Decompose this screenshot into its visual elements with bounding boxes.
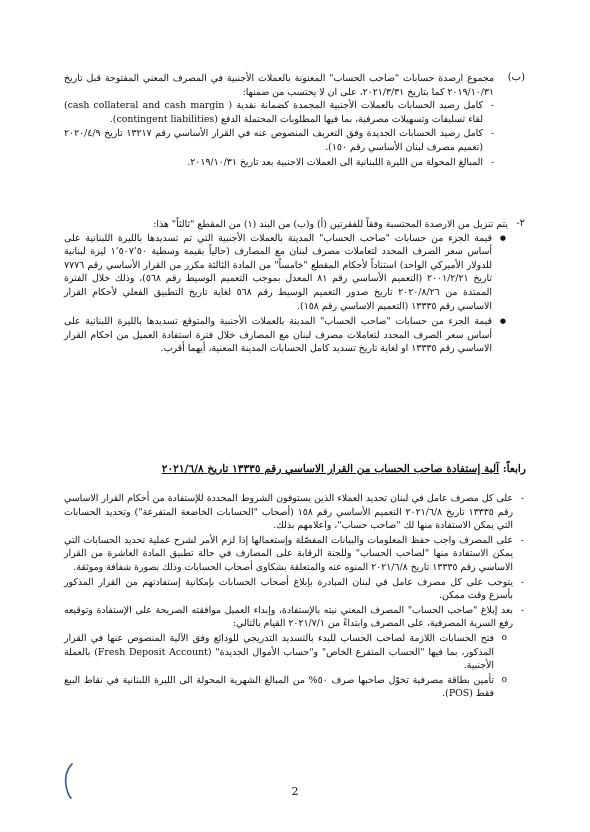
list-item: o فتح الحسابات اللازمة لصاحب الحساب للبدء بالتسديد التدريجي للودائع وفق الآلية المنصوص عنها في القرار المذكور، بما فيها "الحساب المتفرع الخاص" و"حساب الأموال الجديدة" (Fresh Deposit Account) بالعملة الأجنبية.: [64, 632, 510, 673]
list-item: - على كل مصرف عامل في لبنان تحديد العملاء الذين يستوفون الشروط المحددة للإستفادة من أحكام القرار الاساسي رقم ١٣٣٣٥ تاريخ ٢٠٢١/٦/٨ التعميم الأساسي رقم ١٥٨ (أصحاب "الحسابات الخاضعة المتفرعة") وتحديد الحسابات التي يمكن الاستفادة منها لك "صاحب حساب"، واعلامهم بذلك.: [64, 492, 524, 533]
section-b-label: (ب): [507, 72, 525, 83]
section-4-sublist: [64, 632, 510, 701]
section-4: [64, 492, 524, 702]
list-item: - على المصرف واجب حفظ المعلومات والبيانات المفصّلة وإستعمالها إذا لزم الأمر لشرح عملية تحديد الحسابات التي يمكن الاستفادة منها "لصاحب الحساب" وللجنة الرقابة على المصارف في حالة تطبيق المادة العاشرة من القرار الاساسي رقم ١٣٣٣٥ تاريخ ٢٠٢١/٦/٨ المنوه عنه والمتعلقة بشكاوى أصحاب الحسابات وذلك بصورة شفافة وموثقة.: [64, 534, 524, 575]
section-4-heading: [64, 463, 526, 475]
list-item: - المبالغ المحولة من الليرة اللبنانية الى العملات الاجنبية بعد تاريخ ٢٠١٩/١٠/٣١.: [64, 156, 494, 170]
list-item: ● قيمة الجزء من حسابات "صاحب الحساب" المدينة بالعملات الأجنبية التي تم تسديدها بالليرة اللبنانية على أساس سعر الصرف المحدد لتعاملات مصرف لبنان مع المصارف (حالياً بقيمة وسطية ١٬٥٠٧٬٥٠ ليرة لبنانية للدولار الأميركي الواحد) استناداً لأحكام المقطع "خامساً" من المادة الثالثة مكرر من القرار الأساسي رقم ٧٧٧٦ تاريخ ٢٠٠١/٢/٢١ (التعميم الأساسي رقم ٨١ المعدل بموجب التعميم الوسيط رقم ٥٦٨)، وذلك خلال الفترة الممتدة من ٢٠٢٠/٨/٢٦ تاريخ صدور التعميم الوسيط رقم ٥٦٨ لغاية تاريخ التطبيق الفعلي لأحكام القرار الاساسي رقم ١٣٣٣٥ (التعميم الاساسي رقم ١٥٨).: [64, 232, 508, 314]
section-b-list: [64, 99, 494, 169]
list-item: - كامل رصيد الحسابات الجديدة وفق التعريف المنصوص عنه في القرار الأساسي رقم ١٣٢١٧ تاريخ ٢٠٢٠/٤/٩ (تعميم مصرف لبنان الأساسي رقم ١٥٠).: [64, 127, 494, 154]
page-number: 2: [291, 785, 299, 798]
section-2-intro: يتم تنزيل من الارصدة المحتسبة وفقاً للفقرتين (أ) و(ب) من البند (١) من المقطع "ثالثاً" هذا:: [153, 219, 508, 230]
list-item: - كامل رصيد الحسابات بالعملات الأجنبية المجمدة كضمانة نقدية ( cash collateral and cash margin) لقاء تسليفات وتسهيلات مصرفية، بما فيها المطلوبات المحتملة الدفع (contingent liabilities).: [64, 99, 494, 126]
list-item: ● قيمة الجزء من حسابات "صاحب الحساب" المدينة بالعملات الأجنبية والمتوقع تسديدها بالليرة اللبنانية على أساس سعر الصرف المحدد لتعاملات مصرف لبنان مع المصارف خلال فترة استفادة العميل من احكام القرار الاساسي رقم ١٣٣٣٥ او لغاية تاريخ تسديد كامل الحسابات المدينة المعنية، أيهما أقرب.: [64, 315, 508, 356]
section-b: [64, 72, 494, 170]
list-item: o تأمين بطاقة مصرفية تخوّل صاحبها صرف ٥٠% من المبالغ الشهرية المحولة الى الليرة اللبنانية في نقاط البيع فقط (POS).: [64, 674, 510, 701]
section-b-intro: مجموع ارصدة حسابات "صاحب الحساب" المعنونة بالعملات الأجنبية في المصرف المعني المفتوحة قبل تاريخ ٢٠١٩/١٠/٣١ كما بتاريخ ٢٠٢١/٣/٣١، على ان لا يحتسب من ضمنها:: [64, 73, 494, 98]
section-4-title: آلية إستفادة صاحب الحساب من القرار الاساسي رقم ١٣٣٣٥ تاريخ ٢٠٢١/٦/٨: [161, 463, 500, 475]
section-4-list: [64, 492, 524, 631]
section-2: [64, 218, 508, 358]
section-4-label: رابعاً:: [502, 463, 526, 475]
section-2-label: ٢-: [516, 218, 525, 229]
list-item: - بعد إبلاغ "صاحب الحساب" المصرف المعني نيته بالإستفادة، وإبداء العميل موافقته الصريحة على الإستفادة وتوقيعه رفع السرية المصرفية، على المصرف وابتداءً من ٢٠٢١/٧/١ القيام بالتالي:: [64, 604, 524, 631]
section-2-list: [64, 232, 508, 356]
list-item: - يتوجب على كل مصرف عامل في لبنان المبادرة بإبلاغ أصحاب الحسابات بإمكانية إستفادتهم من القرار المذكور بأسرع وقت ممكن.: [64, 576, 524, 603]
